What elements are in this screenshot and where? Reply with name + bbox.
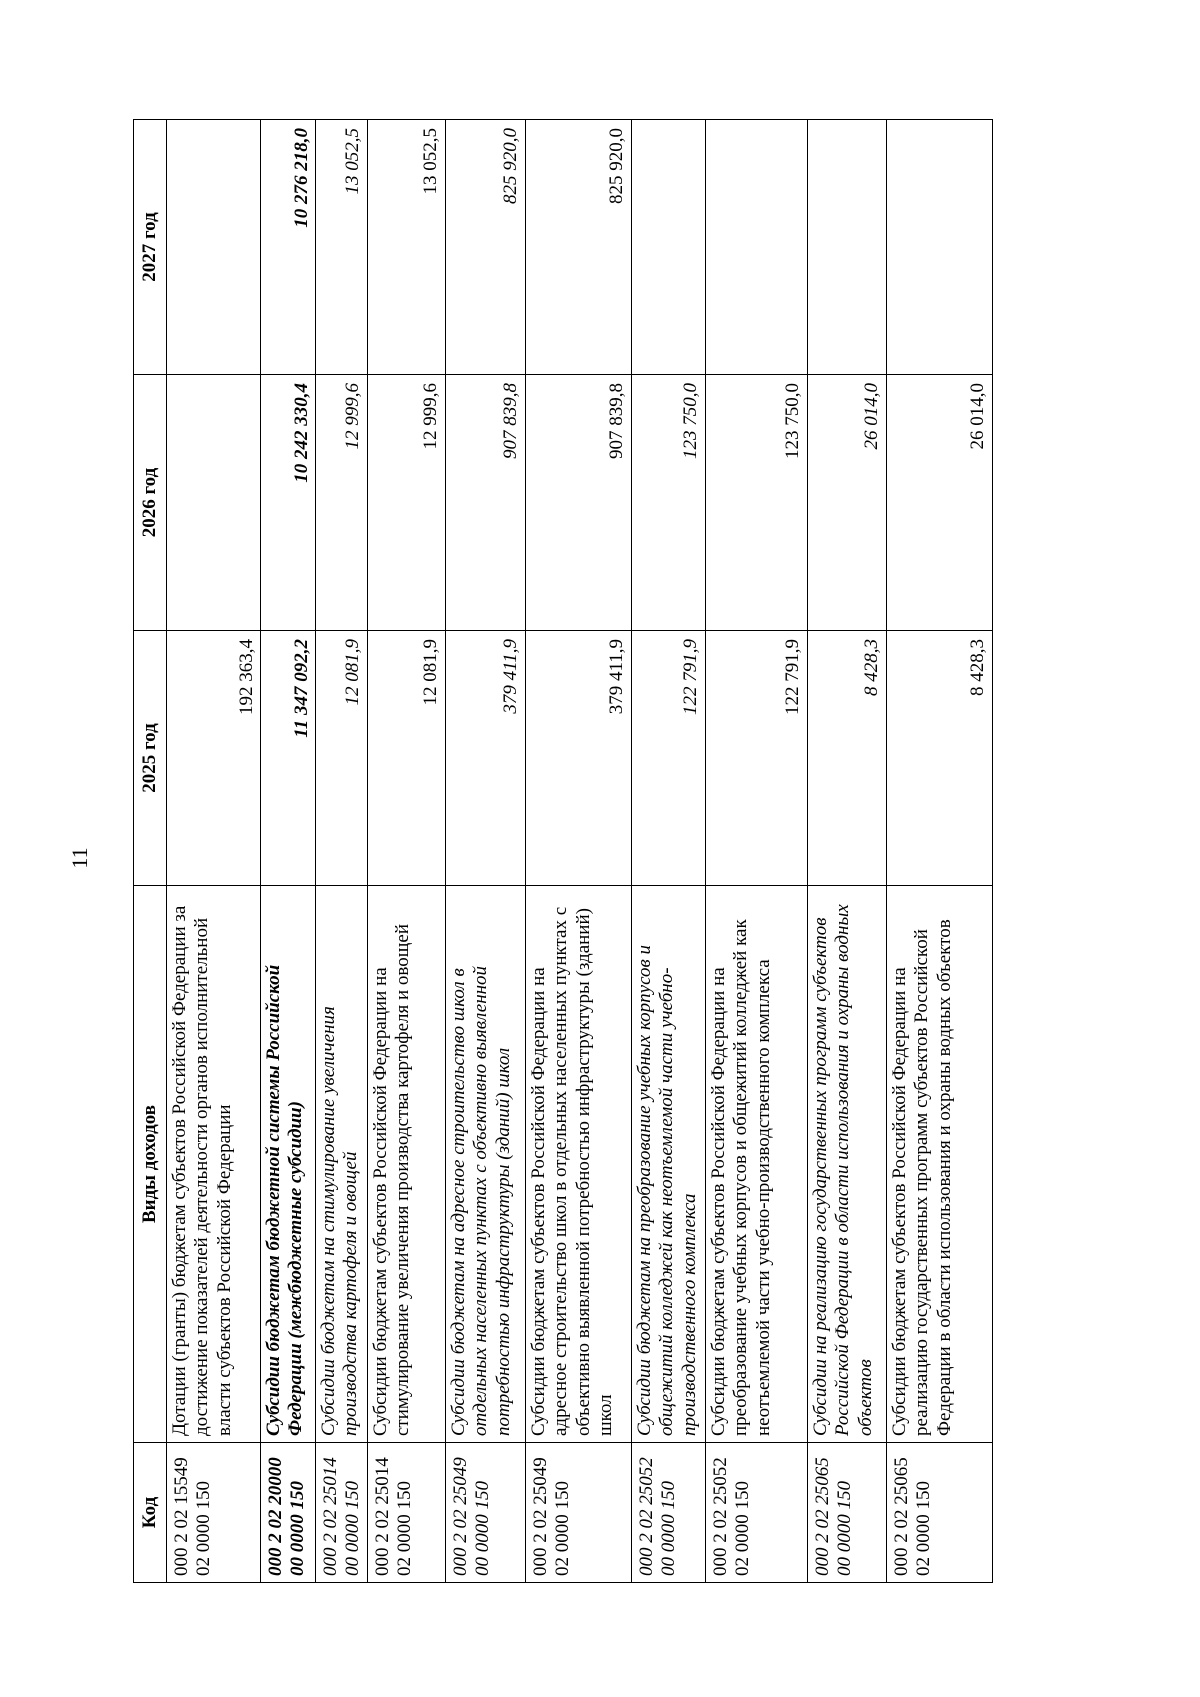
value-2027-cell: 825 920,0	[445, 120, 525, 375]
value-2027-cell	[167, 120, 261, 375]
value-2025-cell: 379 411,9	[525, 631, 631, 886]
table-row	[886, 120, 992, 1583]
value-2025-cell: 122 791,9	[631, 631, 705, 886]
table-header-row	[134, 120, 167, 1583]
revenue-type-cell: Субсидии бюджетам субъектов Российской Федерации на адресное строительство школ в отдельных населенных пунктах с объективно выявленной потребностью инфраструктуры (зданий) школ	[525, 886, 631, 1443]
code-cell: 000 2 02 25065 00 0000 150	[807, 1443, 886, 1583]
value-2027-cell	[631, 120, 705, 375]
table-row	[705, 120, 807, 1583]
value-2026-cell: 12 999,6	[316, 375, 368, 631]
header-2027: 2027 год	[134, 120, 167, 375]
code-cell: 000 2 02 25052 02 0000 150	[705, 1443, 807, 1583]
value-2026-cell: 26 014,0	[807, 375, 886, 631]
revenue-type-cell: Субсидии бюджетам на адресное строительство школ в отдельных населенных пунктах с объективно выявленной потребностью инфраструктуры (зданий) школ	[445, 886, 525, 1443]
value-2026-cell: 123 750,0	[631, 375, 705, 631]
revenue-type-cell: Дотации (гранты) бюджетам субъектов Российской Федерации за достижение показателей деятельности органов исполнительной власти субъектов Российской Федерации	[167, 886, 261, 1443]
table-row	[525, 120, 631, 1583]
revenue-table	[133, 119, 993, 1583]
value-2027-cell	[886, 120, 992, 375]
value-2027-cell	[705, 120, 807, 375]
code-cell: 000 2 02 25014 00 0000 150	[316, 1443, 368, 1583]
revenue-type-cell: Субсидии бюджетам субъектов Российской Федерации на реализацию государственных программ субъектов Российской Федерации в области использования и охраны водных объектов	[886, 886, 992, 1443]
value-2027-cell: 825 920,0	[525, 120, 631, 375]
value-2026-cell: 10 242 330,4	[261, 375, 316, 631]
code-cell: 000 2 02 25065 02 0000 150	[886, 1443, 992, 1583]
revenue-type-cell: Субсидии бюджетам субъектов Российской Федерации на стимулирование увеличения производства картофеля и овощей	[367, 886, 445, 1443]
table-row	[807, 120, 886, 1583]
code-cell: 000 2 02 15549 02 0000 150	[167, 1443, 261, 1583]
value-2026-cell: 907 839,8	[525, 375, 631, 631]
value-2027-cell: 10 276 218,0	[261, 120, 316, 375]
header-2026: 2026 год	[134, 375, 167, 631]
value-2026-cell	[167, 375, 261, 631]
revenue-type-cell: Субсидии бюджетам бюджетной системы Российской Федерации (межбюджетные субсидии)	[261, 886, 316, 1443]
revenue-type-cell: Субсидии бюджетам на преобразование учебных корпусов и общежитий колледжей как неотъемлемой части учебно-производственного комплекса	[631, 886, 705, 1443]
value-2025-cell: 12 081,9	[316, 631, 368, 886]
table-row	[167, 120, 261, 1583]
revenue-type-cell: Субсидии бюджетам субъектов Российской Федерации на преобразование учебных корпусов и общежитий колледжей как неотъемлемой части учебно-производственного комплекса	[705, 886, 807, 1443]
value-2025-cell: 8 428,3	[807, 631, 886, 886]
rotated-table-container	[133, 119, 993, 1583]
table-row	[445, 120, 525, 1583]
table-row	[367, 120, 445, 1583]
value-2025-cell: 8 428,3	[886, 631, 992, 886]
value-2026-cell: 12 999,6	[367, 375, 445, 631]
code-cell: 000 2 02 25049 00 0000 150	[445, 1443, 525, 1583]
value-2026-cell: 907 839,8	[445, 375, 525, 631]
table-row	[316, 120, 368, 1583]
revenue-type-cell: Субсидии на реализацию государственных программ субъектов Российской Федерации в области использования и охраны водных объектов	[807, 886, 886, 1443]
page-number: 11	[67, 847, 92, 869]
table-row	[261, 120, 316, 1583]
value-2027-cell: 13 052,5	[367, 120, 445, 375]
header-revenue-type: Виды доходов	[134, 886, 167, 1443]
table-row	[631, 120, 705, 1583]
value-2025-cell: 122 791,9	[705, 631, 807, 886]
value-2026-cell: 123 750,0	[705, 375, 807, 631]
header-code: Код	[134, 1443, 167, 1583]
value-2027-cell: 13 052,5	[316, 120, 368, 375]
value-2027-cell	[807, 120, 886, 375]
code-cell: 000 2 02 25052 00 0000 150	[631, 1443, 705, 1583]
code-cell: 000 2 02 25049 02 0000 150	[525, 1443, 631, 1583]
code-cell: 000 2 02 25014 02 0000 150	[367, 1443, 445, 1583]
value-2026-cell: 26 014,0	[886, 375, 992, 631]
header-2025: 2025 год	[134, 631, 167, 886]
value-2025-cell: 379 411,9	[445, 631, 525, 886]
value-2025-cell: 12 081,9	[367, 631, 445, 886]
value-2025-cell: 11 347 092,2	[261, 631, 316, 886]
value-2025-cell: 192 363,4	[167, 631, 261, 886]
code-cell: 000 2 02 20000 00 0000 150	[261, 1443, 316, 1583]
revenue-type-cell: Субсидии бюджетам на стимулирование увеличения производства картофеля и овощей	[316, 886, 368, 1443]
